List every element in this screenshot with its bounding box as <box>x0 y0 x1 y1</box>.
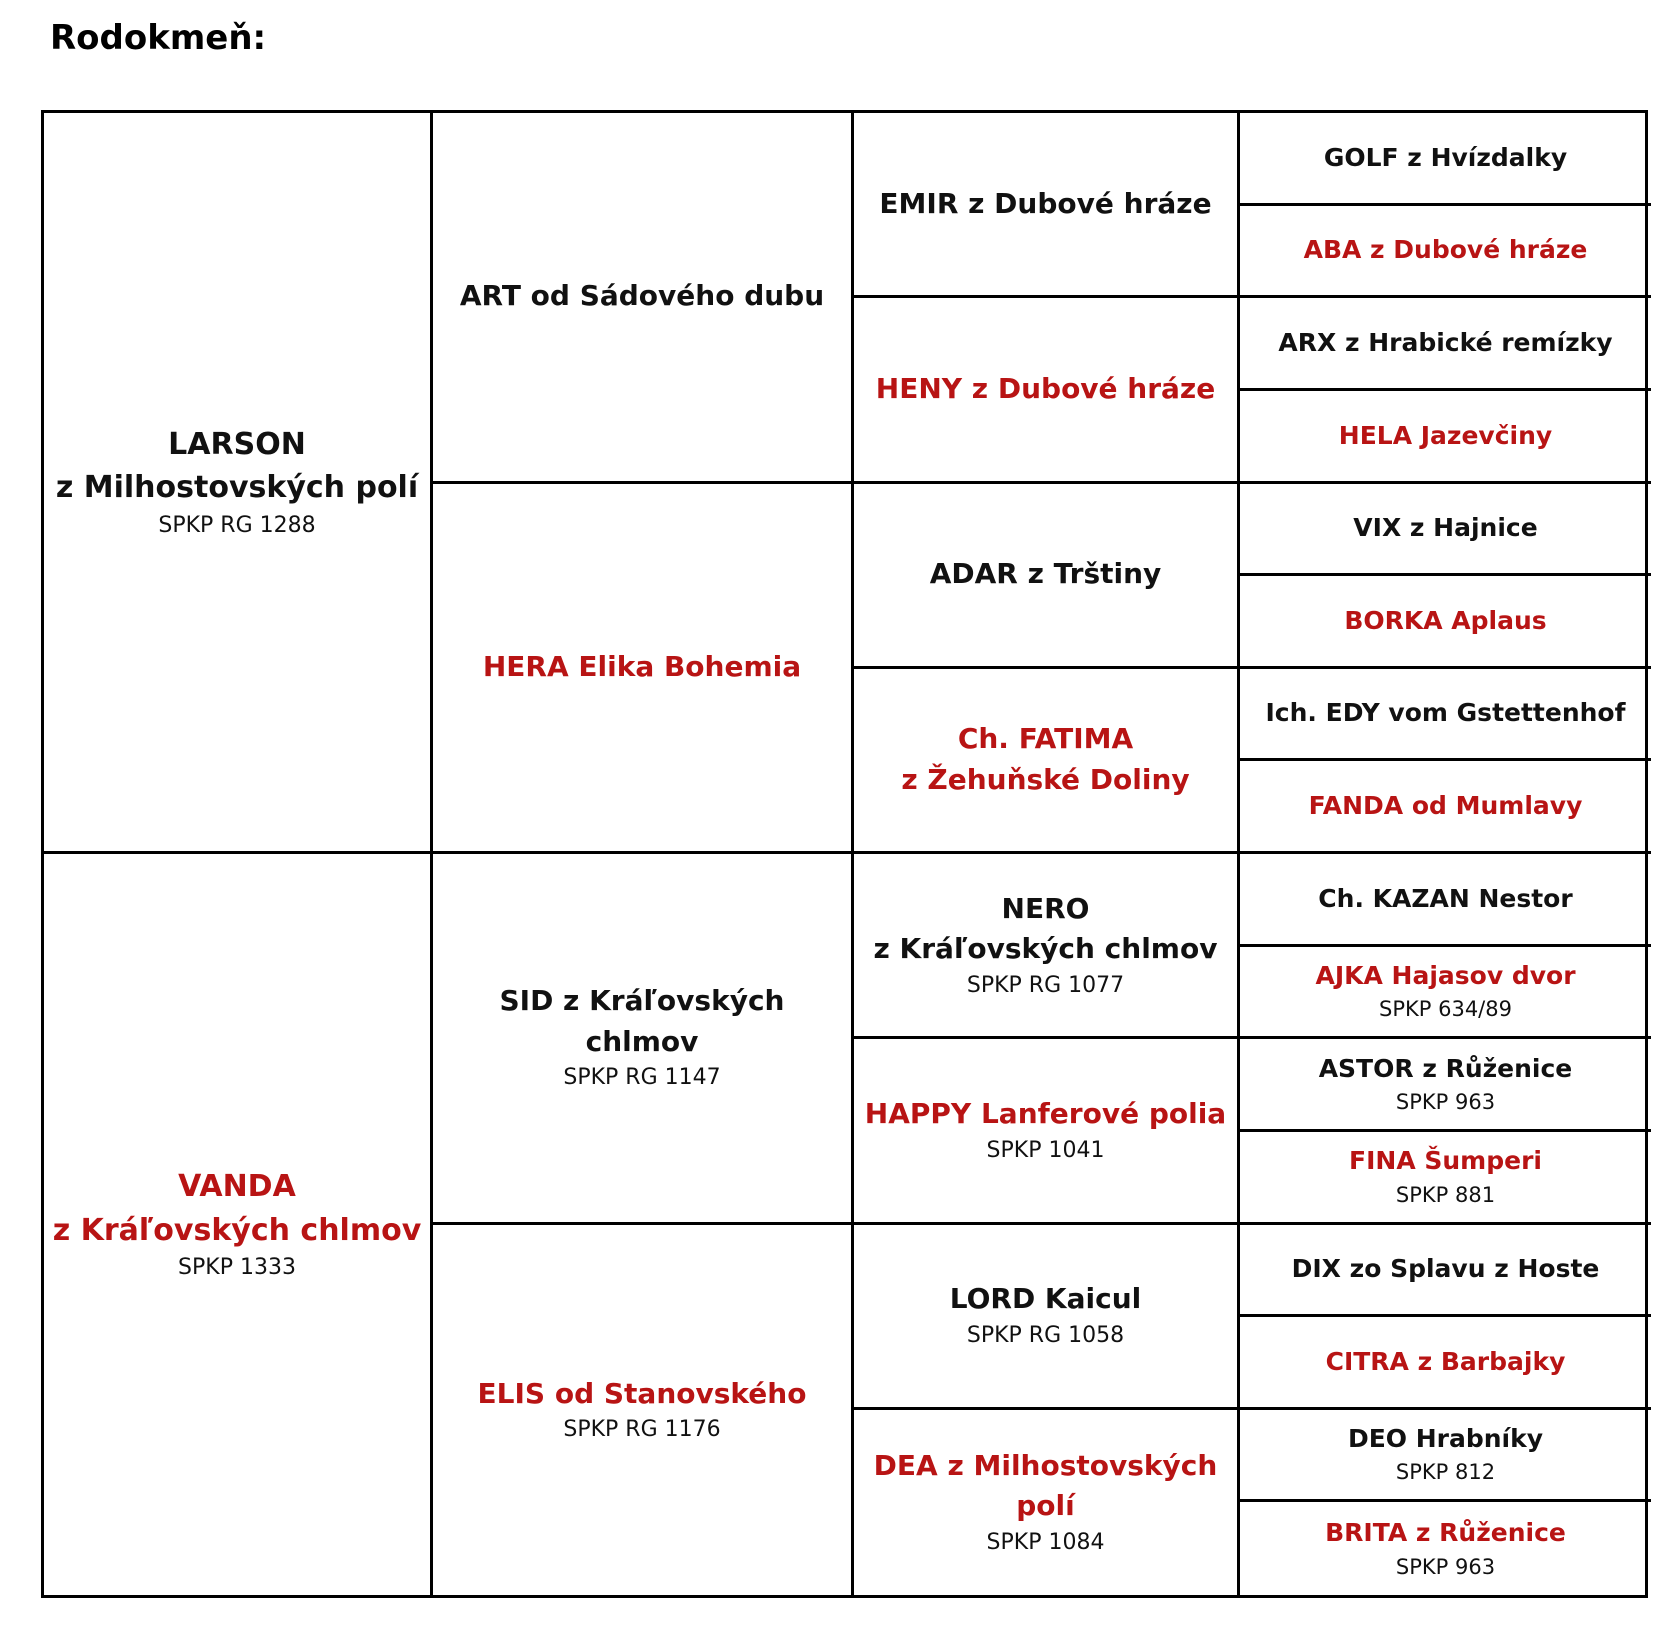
pedigree-cell-gen4-11 <box>1240 1132 1651 1225</box>
dog-name: HELA Jazevčiny <box>1338 420 1553 450</box>
registration-number: SPKP RG 1288 <box>158 512 316 538</box>
dog-name: CITRA z Barbajky <box>1325 1346 1566 1376</box>
registration-number: SPKP 881 <box>1395 1182 1496 1207</box>
dog-name: HAPPY Lanferové polia <box>864 1097 1227 1131</box>
dog-name: ADAR z Trštiny <box>929 557 1162 591</box>
dog-name: HENY z Dubové hráze <box>875 372 1216 406</box>
pedigree-cell-gen4-4 <box>1240 484 1651 577</box>
pedigree-cell-gen3-0 <box>854 113 1240 298</box>
registration-number: SPKP RG 1147 <box>563 1065 721 1091</box>
registration-number: SPKP 963 <box>1395 1089 1496 1114</box>
pedigree-cell-gen3-7 <box>854 1410 1240 1595</box>
pedigree-cell-gen3-3 <box>854 669 1240 854</box>
dog-name: ELIS od Stanovského <box>477 1376 807 1410</box>
pedigree-cell-gen4-6 <box>1240 669 1651 762</box>
dog-name: DEA z Milhostovských polí <box>873 1448 1218 1523</box>
pedigree-cell-gen4-12 <box>1240 1225 1651 1318</box>
pedigree-cell-gen3-1 <box>854 298 1240 483</box>
pedigree-cell-gen2-1 <box>433 484 854 855</box>
pedigree-cell-gen1-1 <box>44 854 433 1595</box>
dog-name: GOLF z Hvízdalky <box>1323 142 1568 172</box>
registration-number: SPKP 634/89 <box>1379 997 1512 1022</box>
pedigree-cell-gen3-4 <box>854 854 1240 1039</box>
pedigree-cell-gen4-5 <box>1240 576 1651 669</box>
dog-name: ASTOR z Růženice <box>1318 1053 1573 1083</box>
registration-number: SPKP 1084 <box>986 1530 1105 1556</box>
pedigree-cell-gen3-5 <box>854 1039 1240 1224</box>
pedigree-cell-gen4-15 <box>1240 1502 1651 1595</box>
dog-name: DIX zo Splavu z Hoste <box>1291 1254 1600 1284</box>
dog-name: z Milhostovských polí <box>55 470 419 506</box>
pedigree-cell-gen4-3 <box>1240 391 1651 484</box>
pedigree-table <box>41 110 1648 1598</box>
dog-name: BORKA Aplaus <box>1344 605 1547 635</box>
registration-number: SPKP RG 1058 <box>966 1323 1125 1349</box>
dog-name: AJKA Hajasov dvor <box>1315 961 1576 991</box>
pedigree-cell-gen4-9 <box>1240 947 1651 1040</box>
pedigree-cell-gen4-7 <box>1240 761 1651 854</box>
dog-name: FANDA od Mumlavy <box>1308 791 1583 821</box>
dog-name: HERA Elika Bohemia <box>482 649 802 683</box>
registration-number: SPKP RG 1077 <box>966 972 1125 998</box>
pedigree-cell-gen4-10 <box>1240 1039 1651 1132</box>
registration-number: SPKP 963 <box>1395 1554 1496 1579</box>
registration-number: SPKP 1041 <box>986 1137 1105 1163</box>
pedigree-cell-gen4-14 <box>1240 1410 1651 1503</box>
dog-name: z Žehuňské Doliny <box>901 762 1190 796</box>
registration-number: SPKP 1333 <box>178 1255 296 1281</box>
dog-name: SID z Kráľovských chlmov <box>499 984 785 1058</box>
dog-name: ABA z Dubové hráze <box>1303 235 1588 265</box>
dog-name: BRITA z Růženice <box>1325 1518 1566 1548</box>
pedigree-cell-gen2-2 <box>433 854 854 1225</box>
dog-name: z Kráľovských chlmov <box>52 1212 422 1248</box>
registration-number: SPKP RG 1176 <box>563 1417 721 1443</box>
dog-name: ART od Sádového dubu <box>459 279 825 313</box>
dog-name: Ch. KAZAN Nestor <box>1318 883 1573 913</box>
pedigree-cell-gen4-2 <box>1240 298 1651 391</box>
registration-number: SPKP 812 <box>1395 1460 1496 1485</box>
page-title: Rodokmeň: <box>50 18 267 58</box>
pedigree-cell-gen1-0 <box>44 113 433 854</box>
dog-name: VIX z Hajnice <box>1353 513 1538 543</box>
pedigree-cell-gen4-13 <box>1240 1317 1651 1410</box>
pedigree-cell-gen4-8 <box>1240 854 1651 947</box>
pedigree-cell-gen3-2 <box>854 484 1240 669</box>
dog-name: EMIR z Dubové hráze <box>879 186 1212 220</box>
dog-name: LARSON <box>168 426 306 462</box>
dog-name: z Kráľovských chlmov <box>873 932 1218 966</box>
dog-name: DEO Hrabníky <box>1347 1424 1544 1454</box>
dog-name: Ich. EDY vom Gstettenhof <box>1265 698 1626 728</box>
pedigree-cell-gen2-3 <box>433 1225 854 1596</box>
dog-name: FINA Šumperi <box>1349 1146 1542 1176</box>
dog-name: Ch. FATIMA <box>957 722 1134 756</box>
dog-name: LORD Kaicul <box>949 1282 1142 1316</box>
dog-name: ARX z Hrabické remízky <box>1278 327 1613 357</box>
pedigree-cell-gen3-6 <box>854 1225 1240 1410</box>
pedigree-cell-gen2-0 <box>433 113 854 484</box>
dog-name: NERO <box>1001 891 1090 925</box>
dog-name: VANDA <box>178 1169 296 1205</box>
pedigree-cell-gen4-1 <box>1240 206 1651 299</box>
pedigree-cell-gen4-0 <box>1240 113 1651 206</box>
